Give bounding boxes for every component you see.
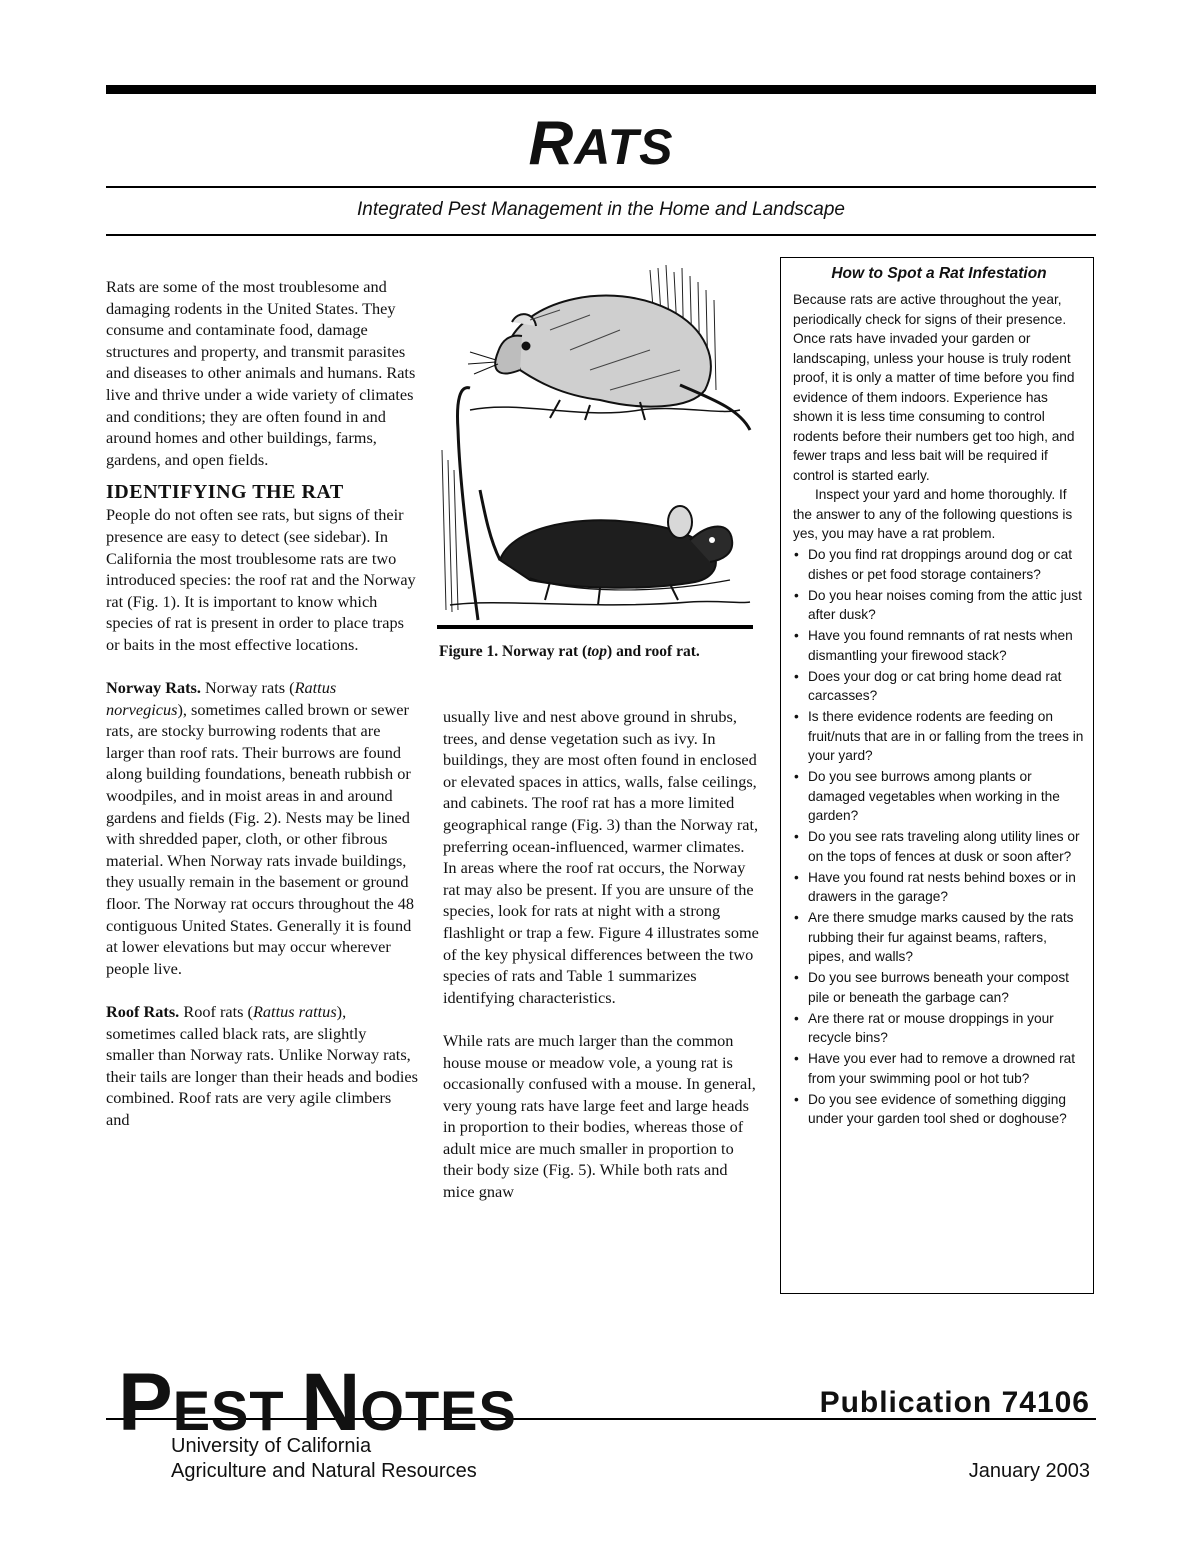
sidebar-box (780, 257, 1094, 1294)
publication-date: January 2003 (968, 1460, 1090, 1482)
list-item: • Have you found remnants of rat nests when dismantling your firewood stack? (793, 626, 1085, 665)
org-line-1: University of California (171, 1435, 372, 1457)
roof-text-b: ), sometimes called black rats, are slightly smaller than Norway rats. Unlike Norway rats, their tails are longer than their heads and bodies combined. Roof rats are very agile climbers and (106, 1002, 418, 1129)
caption-part-b: ) and roof rat. (607, 643, 700, 660)
intro-paragraph: Rats are some of the most troublesome and damaging rodents in the United States. They consume and contaminate food, damage structures and property, and transmit parasites and diseases to other animals and humans. Rats live and thrive under a wide variety of climates and conditions; they are often found in and around homes and other buildings, farms, gardens, and open fields. (106, 277, 416, 469)
logo-est: EST (172, 1379, 302, 1442)
list-item: • Is there evidence rodents are feeding on fruit/nuts that are in or falling from the trees in your yard? (793, 707, 1085, 766)
hatching-lower-icon (442, 450, 458, 612)
section-heading: IDENTIFYING THE RAT (106, 481, 344, 504)
figure-rule (437, 625, 753, 629)
identifying-paragraph: People do not often see rats, but signs of their presence are easy to detect (see sidebar). In California the most troublesome rats are two introduced species: the roof rat and the Norway rat (Fig. 1). It is important to know which species of rat is present in order to place traps or baits in the most effective locations. (106, 505, 416, 654)
list-item: • Are there smudge marks caused by the rats rubbing their fur against beams, rafters, pipes, and walls? (793, 908, 1085, 967)
list-item: • Does your dog or cat bring home dead rat carcasses? (793, 667, 1085, 706)
figure-caption (439, 643, 759, 661)
norway-latin-name: Rattus norvegicus (106, 678, 337, 719)
column-left (106, 276, 418, 1131)
norway-rat-icon (468, 296, 750, 430)
logo-otes: OTES (360, 1379, 517, 1442)
roof-heading: Roof Rats. (106, 1002, 180, 1021)
title-initial: R (528, 109, 575, 178)
list-item: • Have you found rat nests behind boxes or in drawers in the garage? (793, 868, 1085, 907)
roof-text-a: Roof rats ( (179, 1002, 253, 1021)
caption-emphasis: top (587, 643, 608, 660)
roof-rat-tail-icon (458, 388, 479, 620)
column-middle (443, 706, 761, 1203)
list-item: • Do you see burrows among plants or damaged vegetables when working in the garden? (793, 767, 1085, 826)
norway-text-a: Norway rats ( (200, 678, 295, 698)
list-item: • Do you see evidence of something digging under your garden tool shed or doghouse? (793, 1090, 1085, 1129)
roof-latin-name: Rattus rattus (252, 1002, 337, 1021)
roof-rat-continued-paragraph: usually live and nest above ground in shrubs, trees, and dense vegetation such as ivy. In buildings, they are most often found in enclosed or elevated spaces in attics, walls, false ceilings, and cabinets. The roof rat has a more limited geographical range (Fig. 3) than the Norway rat, preferring ocean-influenced, warmer climates. In areas where the roof rat occurs, the Norway rat may also be present. If you are unsure of the species, look for rats at night with a strong flashlight or trap a few. Figure 4 illustrates some of the key physical differences between the two species of rats and Table 1 summarizes identifying characteristics. (443, 707, 759, 1007)
title-rule-upper (106, 186, 1096, 188)
subtitle: Integrated Pest Management in the Home and Landscape (357, 199, 845, 220)
young-rat-paragraph: While rats are much larger than the common house mouse or meadow vole, a young rat is occasionally confused with a mouse. In general, very young rats have large feet and large heads in proportion to their bodies, whereas those of adult mice are much smaller in proportion to their body size (Fig. 5). While both rats and mice gnaw (443, 1030, 756, 1202)
title-rest: ATS (574, 119, 674, 175)
roof-rat-icon (450, 490, 750, 605)
sidebar-title: How to Spot a Rat Infestation (831, 265, 1047, 282)
list-item: • Are there rat or mouse droppings in your recycle bins? (793, 1009, 1085, 1048)
list-item: • Do you find rat droppings around dog or cat dishes or pet food storage containers? (793, 545, 1085, 584)
list-item: • Do you see burrows beneath your compost pile or beneath the garbage can? (793, 968, 1085, 1007)
title-rule-lower (106, 234, 1096, 236)
sidebar-question-list (793, 545, 1085, 1129)
roof-paragraph (106, 1001, 418, 1131)
sidebar-paragraph-1: Because rats are active throughout the year, periodically check for signs of their presence. Once rats have invaded your garden or landscaping, unless your house is truly rodent proof, it is only a matter of time before you find evidence of them indoors. Experience has shown it is less time consuming to control rodents before their numbers get too high, and fewer traps and less bait will be required if control is started early. (793, 292, 1075, 483)
list-item: • Do you hear noises coming from the attic just after dusk? (793, 586, 1085, 625)
logo-letter-p: P (118, 1357, 173, 1448)
list-item: • Do you see rats traveling along utility lines or on the tops of fences at dusk or soon after? (793, 827, 1085, 866)
publication-number: Publication 74106 (819, 1386, 1090, 1419)
sidebar-paragraph-2: Inspect your yard and home thoroughly. If the answer to any of the following questions is yes, you may have a rat problem. (793, 487, 1073, 541)
page-title (106, 108, 1096, 179)
top-thick-rule (106, 85, 1096, 94)
norway-text-b: ), sometimes called brown or sewer rats, are stocky burrowing rodents that are larger than roof rats. Their burrows are found along building foundations, beneath rubbish or woodpiles, and in moist areas in and around gardens and fields (Fig. 2). Nests may be lined with shredded paper, cloth, or other fibrous material. When Norway rats invade buildings, they usually remain in the basement or ground floor. The Norway rat occurs throughout the 48 contiguous United States. Generally it is found at lower elevations but may occur wherever people live. (106, 699, 415, 978)
list-item: • Have you ever had to remove a drowned rat from your swimming pool or hot tub? (793, 1049, 1085, 1088)
org-line-2: Agriculture and Natural Resources (171, 1460, 477, 1482)
rat-illustration (440, 260, 752, 622)
caption-part-a: Figure 1. Norway rat ( (439, 643, 588, 660)
norway-heading: Norway Rats. (106, 678, 201, 698)
logo-letter-n: N (301, 1357, 361, 1448)
norway-paragraph (106, 677, 418, 979)
